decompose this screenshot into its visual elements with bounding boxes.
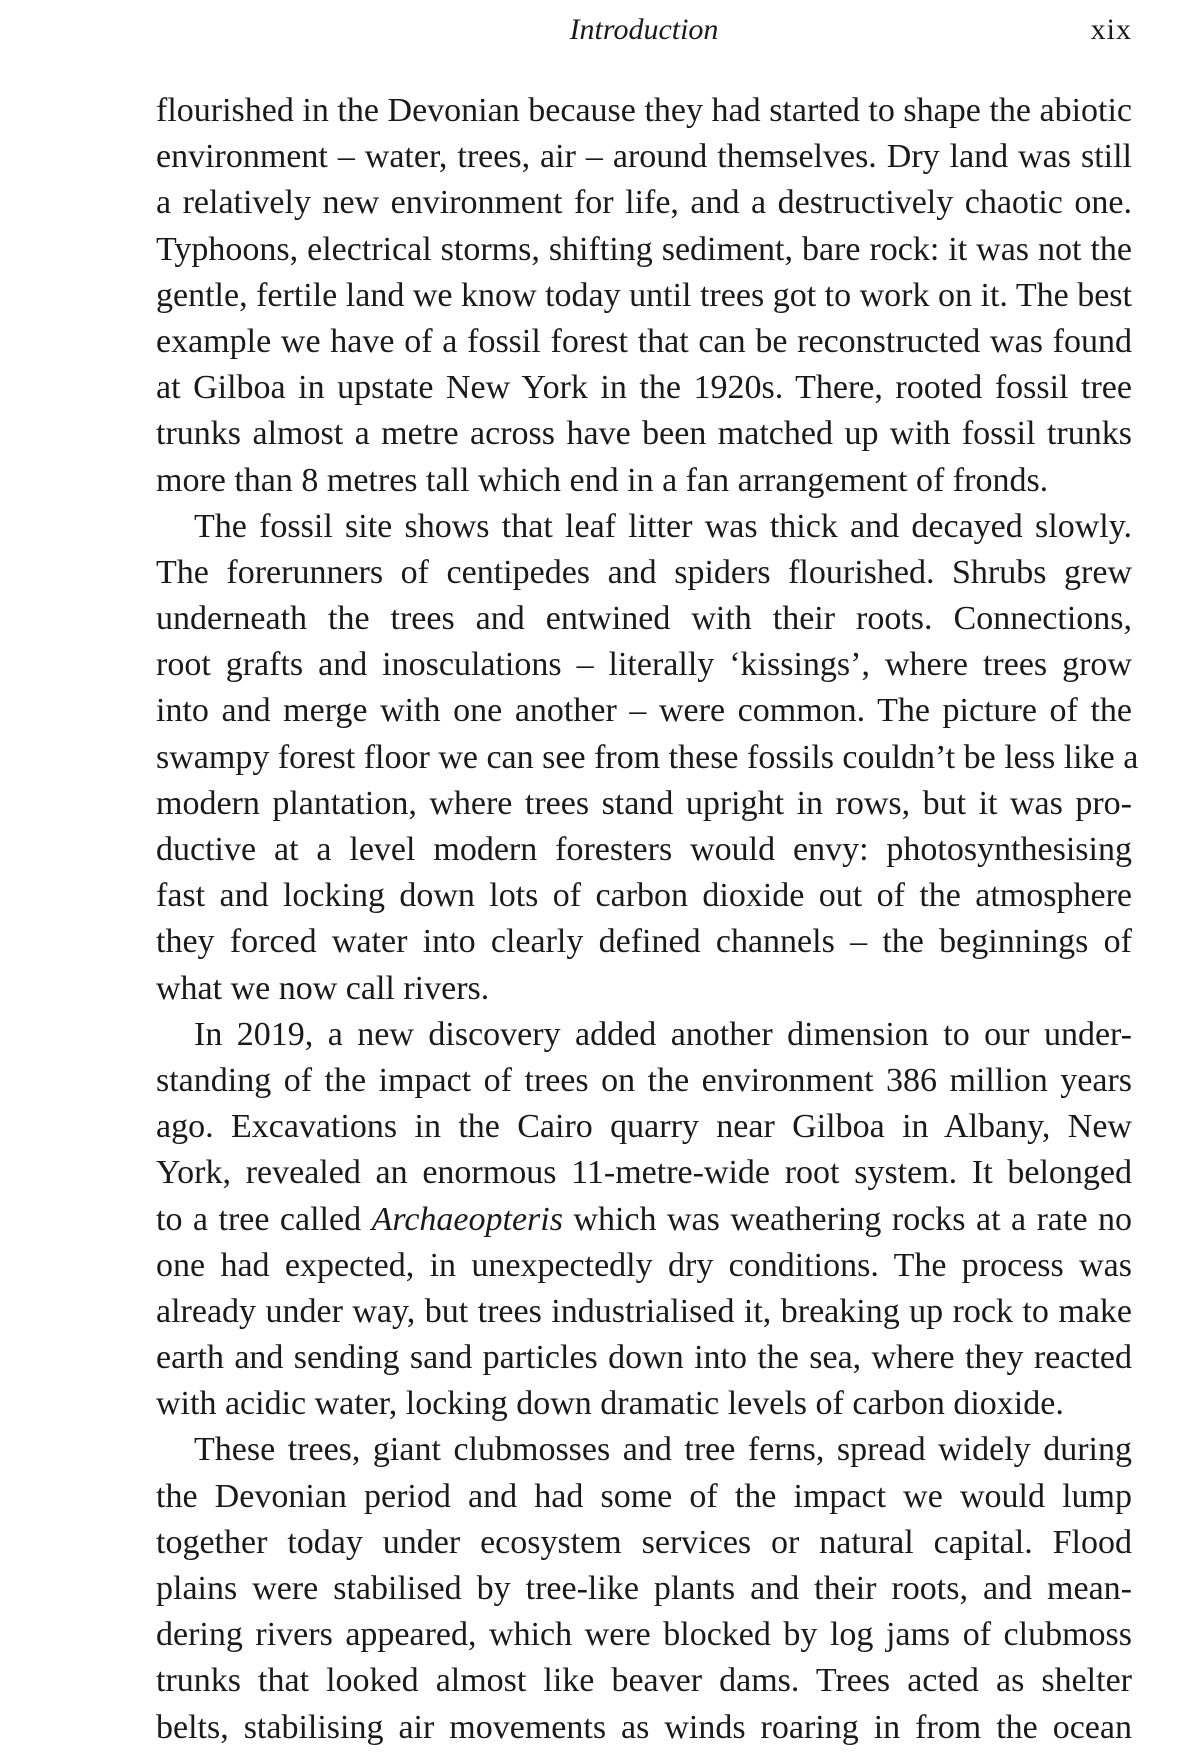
text-line [156, 735, 1139, 781]
running-head [156, 10, 1132, 50]
text-line [156, 1658, 1132, 1704]
text-run: with acidic water, locking down dramatic levels of carbon dioxide. [156, 1385, 1064, 1423]
text-line [156, 273, 1132, 319]
text-run: trunks that looked almost like beaver dams. Trees acted as shelter [156, 1662, 1132, 1700]
paragraph [156, 1427, 1132, 1750]
text-line [156, 919, 1132, 965]
text-run: underneath the trees and entwined with their roots. Connections, [156, 600, 1132, 638]
text-line [156, 1197, 1132, 1243]
text-run: The forerunners of centipedes and spiders flourished. Shrubs grew [156, 553, 1132, 591]
paragraph [156, 88, 1132, 504]
text-run: to a tree called [156, 1200, 372, 1238]
text-run: Typhoons, electrical storms, shifting sediment, bare rock: it was not the [156, 230, 1132, 268]
text-line [156, 1520, 1132, 1566]
text-line [156, 1612, 1132, 1658]
text-run: The fossil site shows that leaf litter was thick and decayed slowly. [194, 507, 1132, 545]
text-run: root grafts and inosculations – literally ‘kissings’, where trees grow [156, 646, 1132, 684]
text-line [156, 827, 1132, 873]
text-line [156, 227, 1132, 273]
text-line [156, 88, 1132, 134]
text-line [156, 781, 1132, 827]
body-text [156, 88, 1139, 1751]
text-line [156, 1150, 1132, 1196]
text-run: modern plantation, where trees stand upright in rows, but it was pro- [156, 784, 1132, 822]
text-run: trunks almost a metre across have been matched up with fossil trunks [156, 415, 1132, 453]
text-line [156, 319, 1132, 365]
text-run: These trees, giant clubmosses and tree ferns, spread widely during [194, 1431, 1132, 1469]
text-line [156, 1566, 1132, 1612]
text-line [156, 1705, 1132, 1751]
text-line [156, 1381, 1132, 1427]
running-head-title: Introduction [569, 13, 719, 46]
text-run: fast and locking down lots of carbon dioxide out of the atmosphere [156, 877, 1132, 915]
text-run: gentle, fertile land we know today until trees got to work on it. The best [156, 276, 1132, 314]
text-line [156, 596, 1132, 642]
page-number: xix [1090, 13, 1132, 46]
text-line [156, 1474, 1132, 1520]
text-run: more than 8 metres tall which end in a fan arrangement of fronds. [156, 461, 1049, 499]
text-line [156, 365, 1132, 411]
text-line [156, 1289, 1132, 1335]
text-line [156, 1104, 1132, 1150]
text-run: swampy forest floor we can see from these fossils couldn’t be less like a [156, 738, 1139, 776]
text-run: plains were stabilised by tree-like plants and their roots, and mean- [156, 1570, 1132, 1607]
text-line [156, 688, 1132, 734]
text-run: In 2019, a new discovery added another dimension to our under- [194, 1015, 1132, 1053]
text-run: ago. Excavations in the Cairo quarry near Gilboa in Albany, New [156, 1108, 1132, 1146]
text-line [156, 504, 1132, 550]
text-run: dering rivers appeared, which were blocked by log jams of clubmoss [156, 1616, 1132, 1654]
paragraph [156, 1012, 1132, 1428]
text-run: ductive at a level modern foresters would envy: photosynthesising [156, 831, 1132, 868]
text-run: they forced water into clearly defined channels – the beginnings of [156, 923, 1132, 961]
text-line [156, 642, 1132, 688]
italic-text: Archaeopteris [371, 1200, 563, 1238]
text-run: environment – water, trees, air – around themselves. Dry land was still [156, 138, 1132, 176]
text-run: which was weathering rocks at a rate no [562, 1200, 1133, 1238]
text-run: flourished in the Devonian because they had started to shape the abiotic [156, 92, 1132, 129]
text-run: example we have of a fossil forest that can be reconstructed was found [156, 322, 1132, 360]
text-run: together today under ecosystem services or natural capital. Flood [156, 1523, 1132, 1561]
text-line [156, 1335, 1132, 1381]
text-line [156, 1058, 1132, 1104]
text-run: earth and sending sand particles down into the sea, where they reacted [156, 1339, 1132, 1377]
text-run: into and merge with one another – were common. The picture of the [156, 692, 1132, 730]
text-run: the Devonian period and had some of the impact we would lump [156, 1477, 1132, 1515]
text-line [156, 411, 1132, 457]
paragraph [156, 504, 1139, 1012]
text-line [156, 458, 1132, 504]
text-line [156, 1243, 1132, 1289]
text-line [156, 873, 1132, 919]
text-line [156, 1012, 1132, 1058]
text-run: standing of the impact of trees on the environment 386 million years [156, 1061, 1132, 1099]
text-run: what we now call rivers. [156, 969, 490, 1007]
text-run: at Gilboa in upstate New York in the 1920s. There, rooted fossil tree [156, 369, 1132, 407]
text-line [156, 550, 1132, 596]
text-run: already under way, but trees industrialised it, breaking up rock to make [156, 1292, 1132, 1330]
text-run: one had expected, in unexpectedly dry conditions. The process was [156, 1246, 1132, 1284]
text-run: belts, stabilising air movements as winds roaring in from the ocean [156, 1708, 1132, 1746]
text-line [156, 966, 1132, 1012]
text-line [156, 1427, 1132, 1473]
text-run: York, revealed an enormous 11-metre-wide root system. It belonged [156, 1154, 1132, 1192]
text-run: a relatively new environment for life, and a destructively chaotic one. [156, 184, 1132, 222]
text-line [156, 180, 1132, 226]
text-line [156, 134, 1132, 180]
